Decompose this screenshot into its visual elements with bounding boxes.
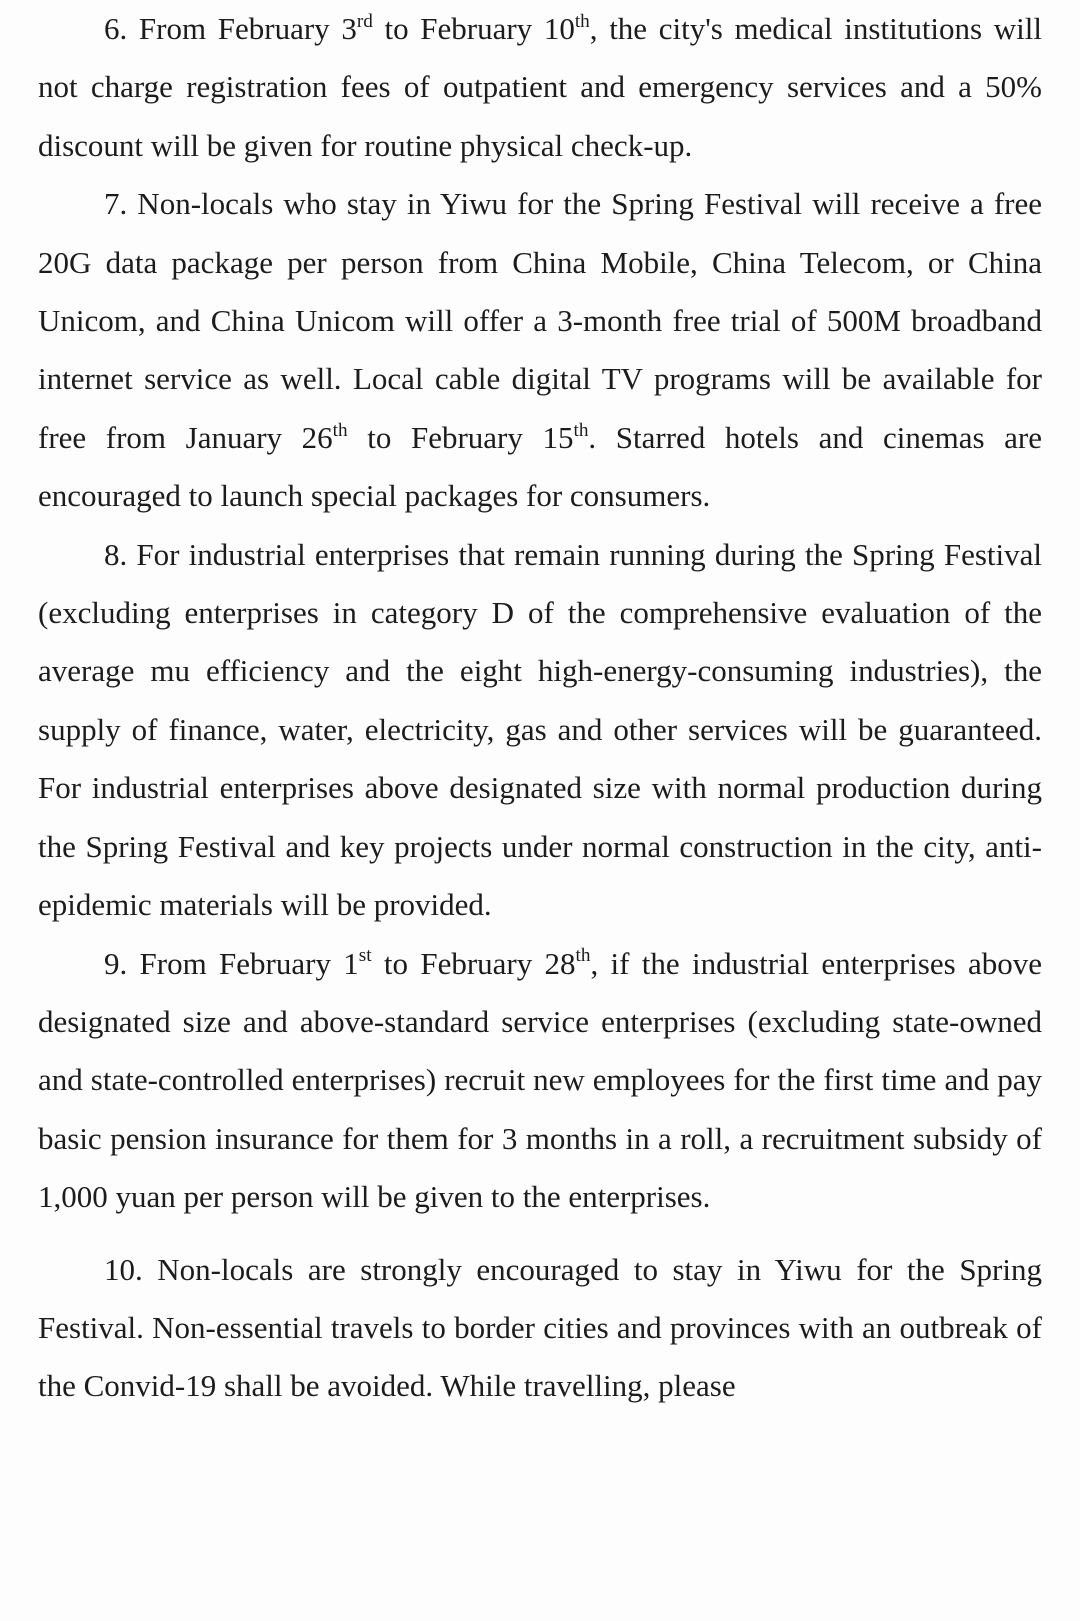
paragraph-text: , if the industrial enterprises above designated size and above-standard service enterprises (excluding state-owned and state-controlled enterprises) recruit new employees for the first time and pay basic pension insurance for them for 3 months in a roll, a recruitment subsidy of 1,000 yuan per person will be given to the enterprises. (38, 945, 1042, 1215)
paragraph-text: to February 10 (372, 11, 575, 46)
ordinal-suffix: th (332, 419, 348, 441)
ordinal-suffix: th (574, 10, 590, 32)
paragraph-10 (38, 1241, 1042, 1416)
paragraph-6 (38, 0, 1042, 175)
ordinal-suffix: rd (356, 10, 373, 32)
paragraph-text: , the city's medical institutions will not charge registration fees of outpatient and emergency services and a 50% discount will be given for routine physical check-up. (38, 11, 1042, 163)
ordinal-suffix: st (358, 945, 372, 967)
paragraph-text: 10. Non-locals are strongly encouraged to stay in Yiwu for the Spring Festival. Non-essential travels to border cities and provinces with an outbreak of the Convid-19 shall be avoided. While travelling, please (38, 1251, 1042, 1404)
ordinal-suffix: th (575, 945, 591, 967)
paragraph-text: to February 15 (347, 419, 574, 455)
paragraph-9 (38, 935, 1042, 1227)
paragraph-text: 9. From February 1 (104, 945, 359, 981)
paragraph-8 (38, 526, 1042, 935)
paragraph-text: 6. From February 3 (104, 11, 357, 46)
paragraph-text: to February 28 (371, 945, 576, 981)
paragraph-text: . Starred hotels and cinemas are encouraged to launch special packages for consumers. (38, 419, 1042, 514)
paragraph-text: 7. Non-locals who stay in Yiwu for the Spring Festival will receive a free 20G data package per person from China Mobile, China Telecom, or China Unicom, and China Unicom will offer a 3-month free trial of 500M broadband internet service as well. Local cable digital TV programs will be available for free from January 26 (38, 186, 1042, 455)
document-body (38, 0, 1042, 1416)
ordinal-suffix: th (573, 419, 589, 441)
paragraph-7 (38, 175, 1042, 525)
paragraph-text: 8. For industrial enterprises that remain running during the Spring Festival (excluding enterprises in category D of the comprehensive evaluation of the average mu efficiency and the eight high-energy-consuming industries), the supply of finance, water, electricity, gas and other services will be guaranteed. For industrial enterprises above designated size with normal production during the Spring Festival and key projects under normal construction in the city, anti-epidemic materials will be provided. (38, 536, 1042, 923)
